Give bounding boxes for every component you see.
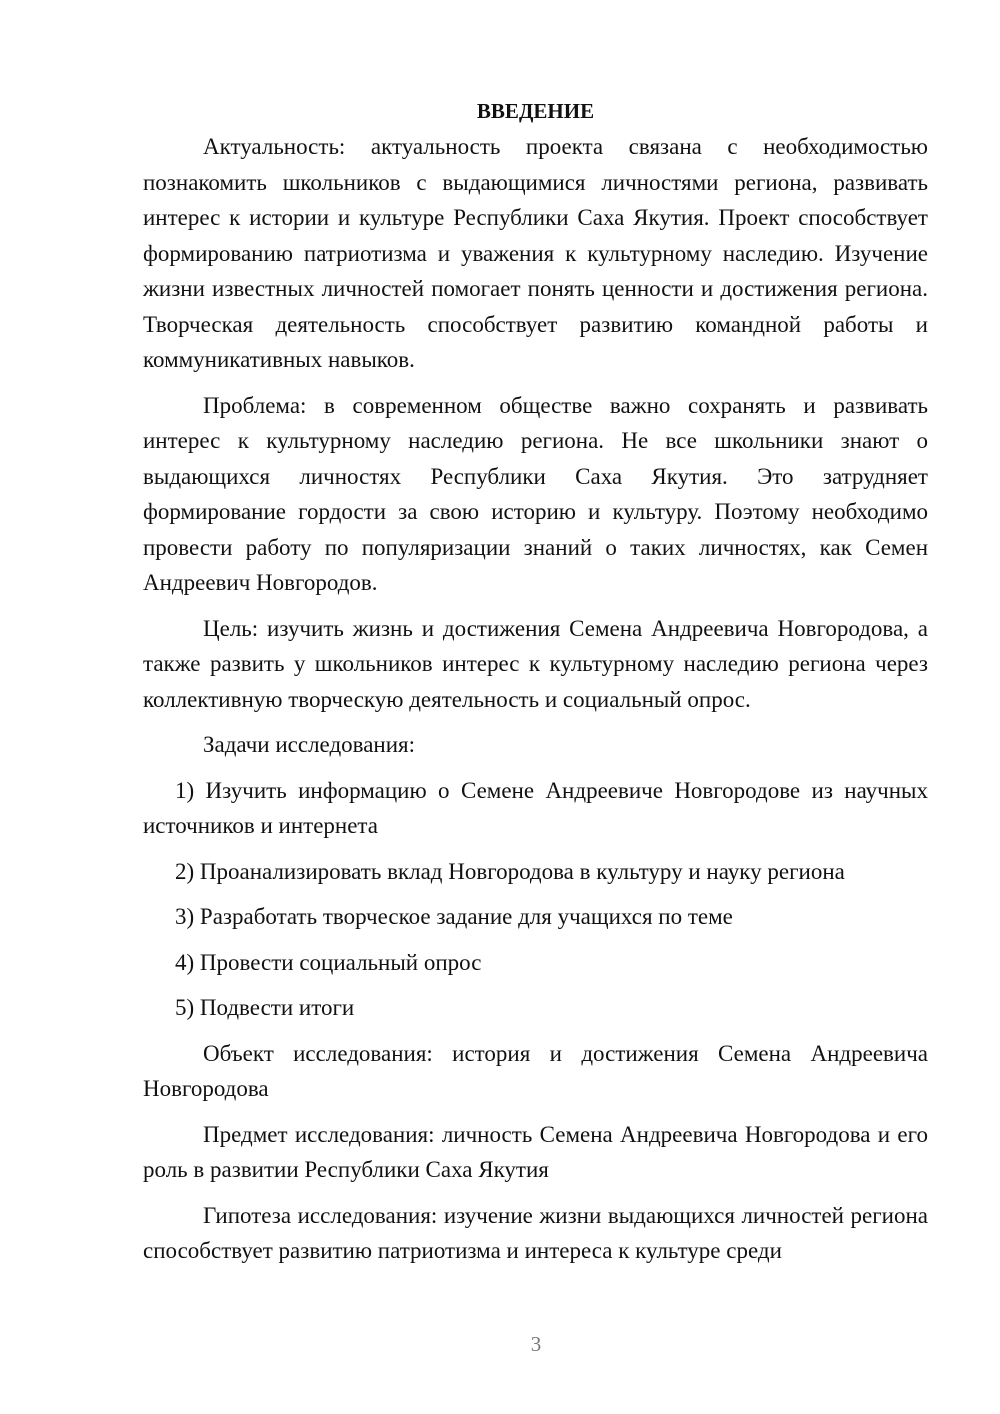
subject-paragraph: Предмет исследования: личность Семена Андреевича Новгородова и его роль в развитии Республики Саха Якутия (143, 1121, 928, 1182)
hypothesis-paragraph: Гипотеза исследования: изучение жизни выдающихся личностей региона способствует развитию патриотизма и интереса к культуре среди (143, 1202, 928, 1263)
task-item-5: 5) Подвести итоги (175, 995, 355, 1020)
tasks-heading: Задачи исследования: (203, 732, 416, 757)
goal-paragraph: Цель: изучить жизнь и достижения Семена Андреевича Новгородова, а также развить у школьников интерес к культурному наследию региона через коллективную творческую деятельность и социальный опрос. (143, 615, 928, 712)
document-page (143, 96, 928, 1269)
problem-paragraph: Проблема: в современном обществе важно сохранять и развивать интерес к культурному наследию региона. Не все школьники знают о выдающихся личностях Республики Саха Якутия. Это затрудняет формирование гордости за свою историю и культуру. Поэтому необходимо провести работу по популяризации знаний о таких личностях, как Семен Андреевич Новгородов. (143, 392, 928, 595)
task-item-3: 3) Разработать творческое задание для учащихся по теме (175, 904, 733, 929)
section-title: ВВЕДЕНИЕ (476, 99, 595, 123)
task-item-1: 1) Изучить информацию о Семене Андреевиче Новгородове из научных источников и интернета (143, 777, 928, 838)
relevance-paragraph: Актуальность: актуальность проекта связана с необходимостью познакомить школьников с выдающимися личностями региона, развивать интерес к истории и культуре Республики Саха Якутия. Проект способствует формированию патриотизма и уважения к культурному наследию. Изучение жизни известных личностей помогает понять ценности и достижения региона. Творческая деятельность способствует развитию командной работы и коммуникативных навыков. (143, 134, 928, 372)
task-item-2: 2) Проанализировать вклад Новгородова в культуру и науку региона (175, 858, 845, 884)
page-number: 3 (530, 1332, 542, 1356)
object-paragraph: Объект исследования: история и достижения Семена Андреевича Новгородова (143, 1040, 928, 1101)
task-item-4: 4) Провести социальный опрос (175, 949, 482, 975)
